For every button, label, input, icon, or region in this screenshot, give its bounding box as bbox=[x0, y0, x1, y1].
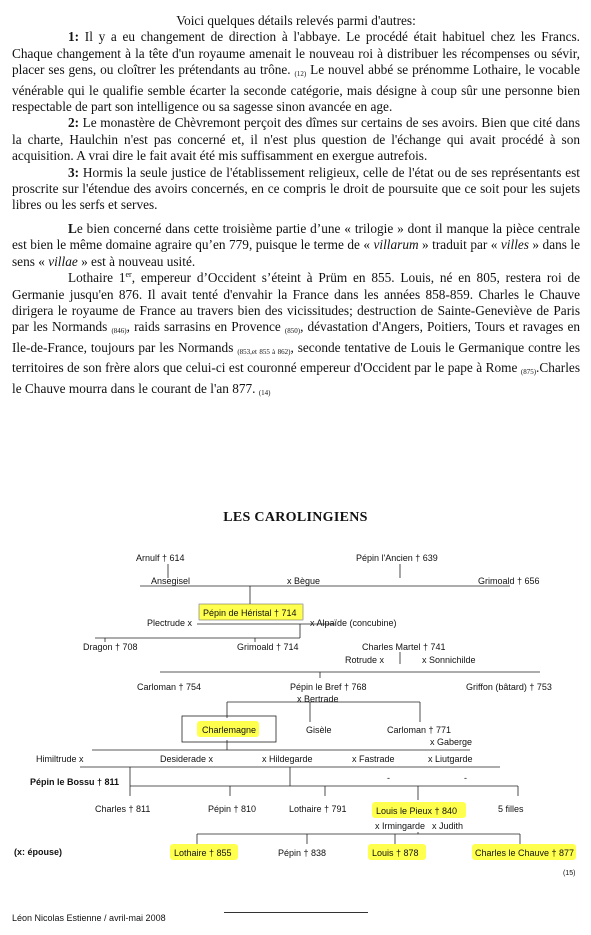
footer-author: Léon Nicolas Estienne / avril-mai 2008 bbox=[12, 913, 166, 923]
paragraph-2-number: 2: bbox=[68, 115, 80, 131]
paragraph-5-text-a: Lothaire 1 bbox=[68, 270, 126, 286]
person-arnulf: Arnulf † 614 bbox=[136, 553, 185, 563]
person-grimoald-714: Grimoald † 714 bbox=[237, 642, 299, 652]
person-bertrade: x Bertrade bbox=[297, 694, 339, 704]
paragraph-5-text-c: , raids sarrasins en Provence bbox=[126, 319, 285, 335]
person-griffon: Griffon (bâtard) † 753 bbox=[466, 682, 552, 692]
person-lothaire-791: Lothaire † 791 bbox=[289, 804, 347, 814]
person-liutgarde: x Liutgarde bbox=[428, 754, 473, 764]
person-ansegisel: Ansegisel bbox=[151, 576, 191, 586]
separator-dash-2: - bbox=[464, 773, 467, 783]
paragraph-5-text-f: .Charles le Chauve mourra dans le courant de l'an 877. bbox=[12, 360, 580, 396]
person-judith: x Judith bbox=[432, 821, 464, 831]
term-villes: villes bbox=[500, 237, 529, 253]
paragraph-1-text-a: Il y a eu changement de direction à l'abbaye. Le procédé était habituel chez les Francs. Chaque changement à la tête d'un royaume amenait le nouveau roi à distribuer les récompenses ou sévir, placer ses gens, ou cloîtrer les prétendants au trône. bbox=[12, 29, 580, 78]
term-villae: villae bbox=[48, 253, 78, 269]
separator-dash-1: - bbox=[387, 773, 390, 783]
paragraph-4-initial: L bbox=[68, 220, 77, 236]
person-charles-chauve: Charles le Chauve † 877 bbox=[475, 848, 575, 858]
paragraph-1-text-b: Le nouvel abbé se prénomme Lothaire, le vocable vénérable qui le qualifie semble écarter la seconde catégorie, mais désigne à coup sûr une personne bien respectable de part son intelligence ou sa sagesse sinon avancée en age. bbox=[12, 62, 580, 115]
person-pepin-bref: Pépin le Bref † 768 bbox=[290, 682, 367, 692]
ordinal-suffix: er bbox=[125, 270, 132, 280]
intro-text: Voici quelques détails relevés parmi d'autres: bbox=[176, 13, 416, 28]
person-plectrude: Plectrude x bbox=[147, 618, 193, 628]
person-desiderade: Desiderade x bbox=[160, 754, 214, 764]
footnote-ref-15: (15) bbox=[563, 870, 576, 877]
person-gaberge: x Gaberge bbox=[430, 737, 473, 747]
person-pepin-heristal: Pépin de Héristal † 714 bbox=[203, 608, 297, 618]
footnote-ref-12: (12) bbox=[294, 70, 307, 79]
paragraph-1 bbox=[12, 29, 580, 115]
date-875: (875) bbox=[520, 368, 537, 377]
person-carloman-754: Carloman † 754 bbox=[137, 682, 202, 692]
person-louis-pieux: Louis le Pieux † 840 bbox=[376, 806, 458, 816]
paragraph-2 bbox=[12, 115, 580, 164]
person-pepin-810: Pépin † 810 bbox=[208, 804, 257, 814]
paragraph-4 bbox=[12, 221, 580, 270]
term-villarum: villarum bbox=[373, 237, 419, 253]
person-louis-878: Louis † 878 bbox=[372, 848, 419, 858]
date-846: (846) bbox=[111, 327, 127, 336]
person-charlemagne: Charlemagne bbox=[202, 725, 257, 735]
genealogy-title: LES CAROLINGIENS bbox=[223, 510, 368, 525]
date-853-862: (853,et 855 à 862) bbox=[237, 347, 291, 356]
paragraph-4-text-b: » traduit par « bbox=[418, 237, 501, 253]
person-grimoald-656: Grimoald † 656 bbox=[478, 576, 540, 586]
person-fastrade: x Fastrade bbox=[352, 754, 395, 764]
paragraph-4-text-d: » est à nouveau usité. bbox=[77, 253, 196, 269]
legend-spouse: (x: épouse) bbox=[14, 847, 63, 857]
person-irmingarde: x Irmingarde bbox=[375, 821, 426, 831]
intro-line bbox=[12, 13, 580, 29]
paragraph-5-text-e: , seconde tentative de Louis le Germanique contre les territoires de son frère alors que celui-ci est couronné empereur d'Occident par le pape à Rome bbox=[12, 339, 580, 376]
paragraph-3-number: 3: bbox=[68, 164, 80, 180]
person-rotrude: Rotrude x bbox=[345, 655, 385, 665]
person-charles-martel: Charles Martel † 741 bbox=[362, 642, 446, 652]
person-pepin-ancien: Pépin l'Ancien † 639 bbox=[356, 553, 438, 563]
person-alpaide: x Alpaïde (concubine) bbox=[310, 618, 397, 628]
paragraph-4-text-a: e bien concerné dans cette troisième partie d’une « trilogie » dont il manque la pièce centrale est bien le même domaine agraire qu’en 779, puisque le terme de « bbox=[12, 220, 580, 253]
person-himiltrude: Himiltrude x bbox=[36, 754, 84, 764]
carolingian-family-tree bbox=[0, 528, 591, 908]
person-sonnichilde: x Sonnichilde bbox=[422, 655, 476, 665]
paragraph-4-text-c: » dans le sens « bbox=[12, 237, 580, 269]
tree-lines bbox=[80, 564, 540, 844]
person-pepin-bossu: Pépin le Bossu † 811 bbox=[30, 777, 120, 787]
person-carloman-771: Carloman † 771 bbox=[387, 725, 452, 735]
footnote-ref-14: (14) bbox=[258, 388, 271, 397]
person-dragon: Dragon † 708 bbox=[83, 642, 138, 652]
footer-rule bbox=[224, 912, 368, 913]
paragraph-1-number: 1: bbox=[68, 29, 80, 45]
body-text bbox=[12, 13, 580, 401]
paragraph-5 bbox=[12, 270, 580, 401]
date-850: (850) bbox=[284, 327, 301, 336]
paragraph-2-text: Le monastère de Chèvremont perçoit des dîmes sur certains de ses avoirs. Bien que cité dans la charte, Haulchin n'est pas concerné et, il n'est plus question de l'échange qui avait procédé à son acquisition. A vrai dire le fait avait été mis suffisamment en exergue autrefois. bbox=[12, 115, 580, 164]
person-gisele: Gisèle bbox=[306, 725, 332, 735]
paragraph-3 bbox=[12, 165, 580, 214]
paragraph-5-text-b: , empereur d’Occident s’éteint à Prüm en 855. Louis, né en 805, restera roi de Germanie jusqu'en 876. Il avait tenté d'envahir la France dans les années 858-859. Charles le Chauve dirigera le royaume de France au travers bien des vicissitudes; destruction de Sainte-Geneviève de Paris par les Normands bbox=[12, 270, 580, 335]
person-hildegarde: x Hildegarde bbox=[262, 754, 313, 764]
person-pepin-838: Pépin † 838 bbox=[278, 848, 327, 858]
paragraph-5-text-d: , dévastation d'Angers, Poitiers, Tours et ravages en Ile-de-France, toujours par les Normands bbox=[12, 319, 581, 355]
person-lothaire-855: Lothaire † 855 bbox=[174, 848, 232, 858]
person-charles-811: Charles † 811 bbox=[95, 804, 151, 814]
paragraph-3-text: Hormis la seule justice de l'établissement religieux, celle de l'état ou de ses représentants est proscrite sur l'étendue des avoirs concernés, en ce compris le droit de poursuite que ce soit pour les sujets libres ou les serfs et serves. bbox=[12, 164, 580, 213]
person-begue: x Bègue bbox=[287, 576, 321, 586]
five-daughters: 5 filles bbox=[498, 804, 524, 814]
